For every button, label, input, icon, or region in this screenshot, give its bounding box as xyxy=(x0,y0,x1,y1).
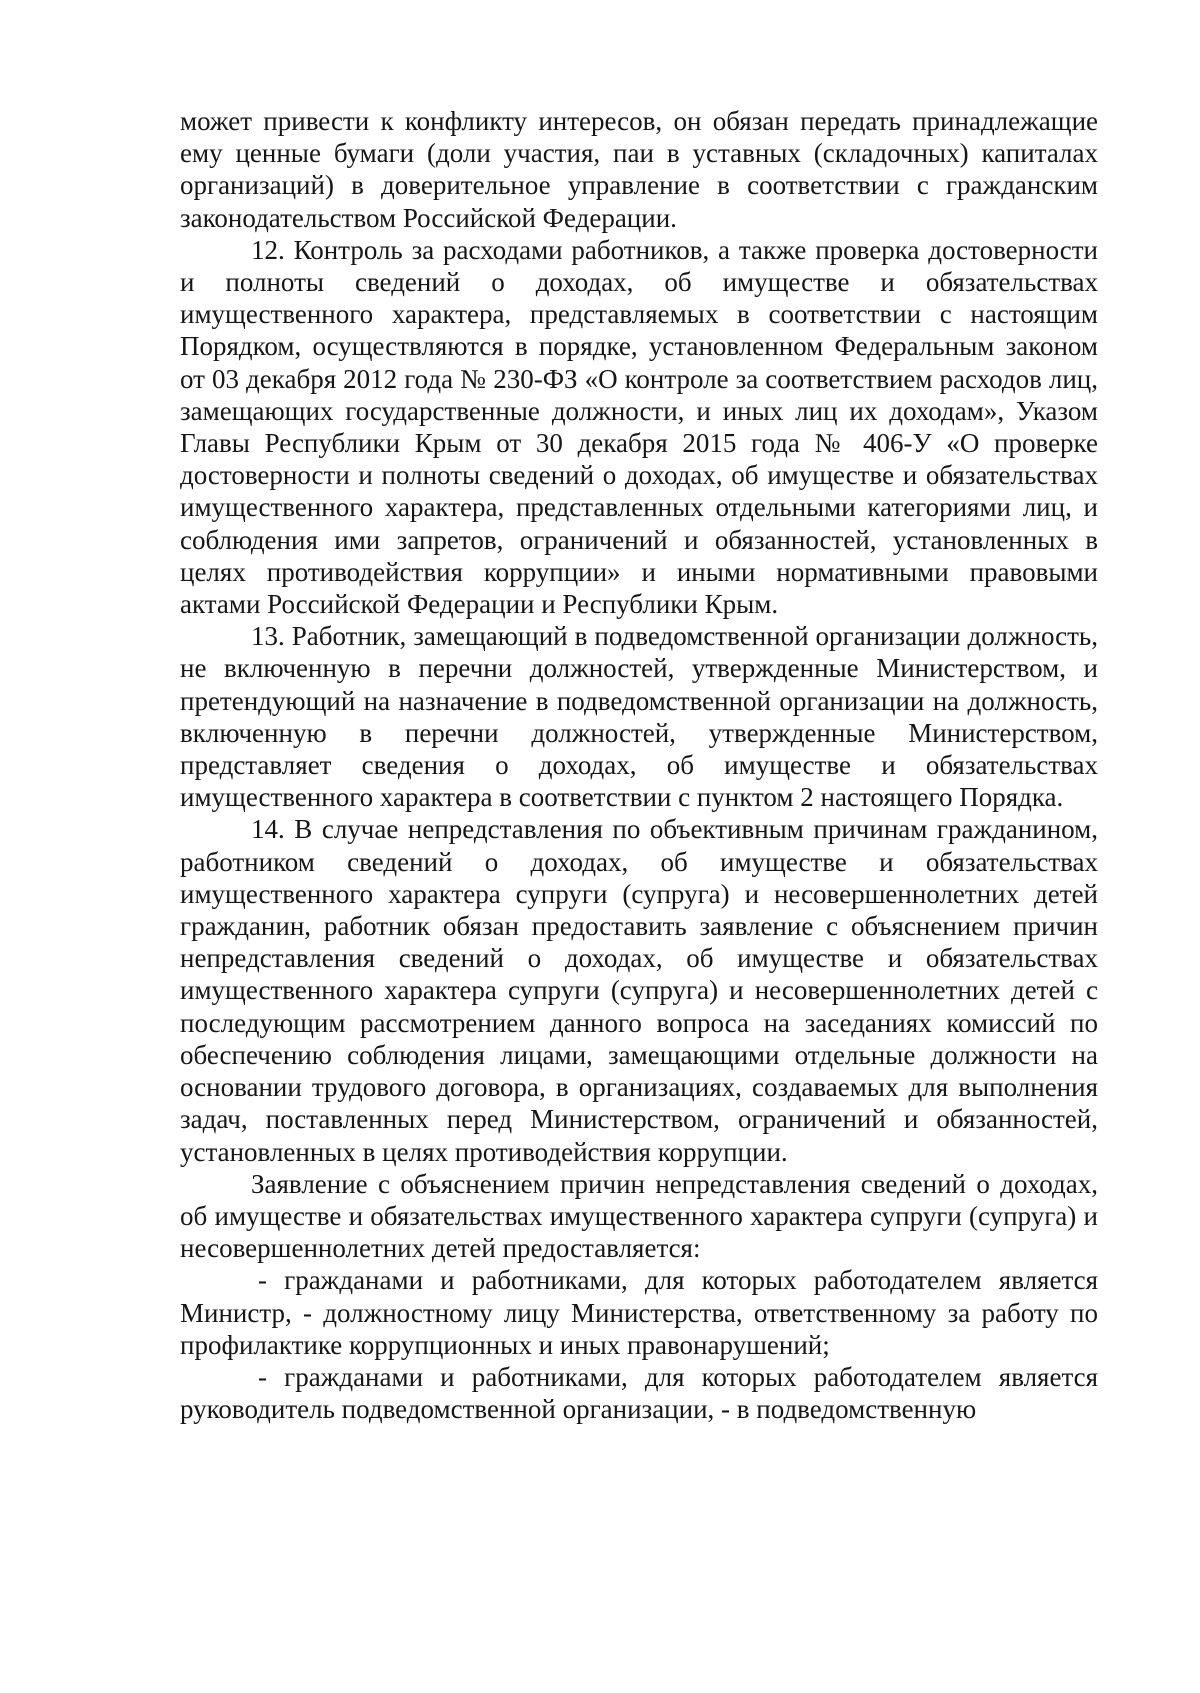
document-body xyxy=(180,105,1098,1425)
paragraph-item-13: 13. Работник, замещающий в подведомственной организации должность, не включенную в перечни должностей, утвержденные Министерством, и претендующий на назначение в подведомственной организации на должность, включенную в перечни должностей, утвержденные Министерством, представляет сведения о доходах, об имуществе и обязательствах имущественного характера в соответствии с пунктом 2 настоящего Порядка. xyxy=(180,621,1098,813)
list-item-minister: - гражданами и работниками, для которых работодателем является Министр, - должностному лицу Министерства, ответственному за работу по профилактике коррупционных и иных правонарушений; xyxy=(180,1265,1098,1360)
paragraph-item-14: 14. В случае непредставления по объективным причинам гражданином, работником сведений о доходах, об имуществе и обязательствах имущественного характера супруги (супруга) и несовершеннолетних детей гражданин, работник обязан предоставить заявление с объяснением причин непредставления сведений о доходах, об имуществе и обязательствах имущественного характера супруги (супруга) и несовершеннолетних детей с последующим рассмотрением данного вопроса на заседаниях комиссий по обеспечению соблюдения лицами, замещающими отдельные должности на основании трудового договора, в организациях, создаваемых для выполнения задач, поставленных перед Министерством, ограничений и обязанностей, установленных в целях противодействия коррупции. xyxy=(180,814,1098,1167)
paragraph-continuation: может привести к конфликту интересов, он обязан передать принадлежащие ему ценные бумаги (доли участия, паи в уставных (складочных) капиталах организаций) в доверительное управление в соответствии с гражданским законодательством Российской Федерации. xyxy=(180,106,1098,233)
paragraph-item-12: 12. Контроль за расходами работников, а также проверка достоверности и полноты сведений о доходах, об имуществе и обязательствах имущественного характера, представляемых в соответствии с настоящим Порядком, осуществляются в порядке, установленном Федеральным законом от 03 декабря 2012 года № 230-ФЗ «О контроле за соответствием расходов лиц, замещающих государственные должности, и иных лиц их доходам», Указом Главы Республики Крым от 30 декабря 2015 года № 406-У «О проверке достоверности и полноты сведений о доходах, об имуществе и обязательствах имущественного характера, представленных отдельными категориями лиц, и соблюдения ими запретов, ограничений и обязанностей, установленных в целях противодействия коррупции» и иными нормативными правовыми актами Российской Федерации и Республики Крым. xyxy=(180,234,1098,620)
paragraph-statement: Заявление с объяснением причин непредставления сведений о доходах, об имуществе и обязательствах имущественного характера супруги (супруга) и несовершеннолетних детей предоставляется: xyxy=(180,1168,1098,1264)
list-item-organization-head: - гражданами и работниками, для которых работодателем является руководитель подведомственной организации, - в подведомственную xyxy=(180,1361,1098,1425)
